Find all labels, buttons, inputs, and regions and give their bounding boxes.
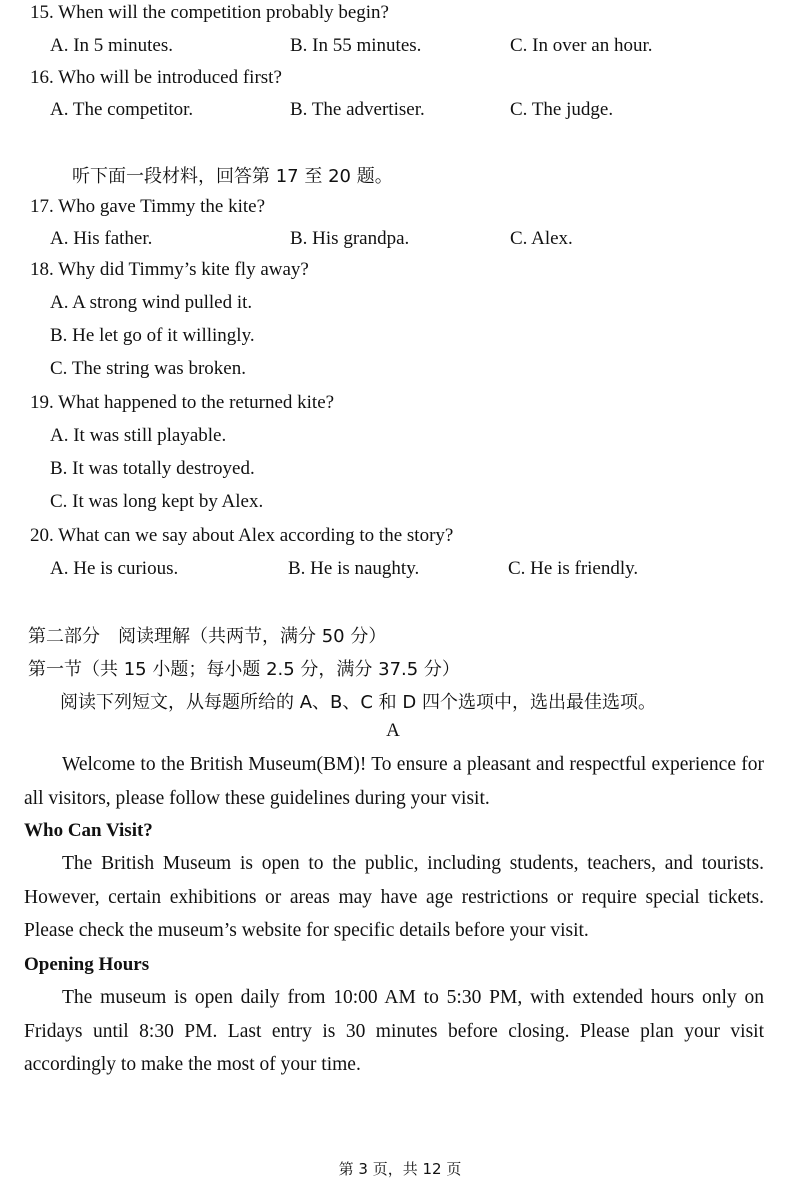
question-20-option-b: B. He is naughty. — [288, 558, 420, 579]
passage-letter: A — [386, 720, 400, 741]
question-17-option-b: B. His grandpa. — [290, 228, 410, 249]
listening-instruction: 听下面一段材料，回答第 17 至 20 题。 — [72, 166, 393, 187]
question-15-option-a: A. In 5 minutes. — [50, 35, 173, 56]
paragraph-opening-hours: The museum is open daily from 10:00 AM to 5:30 PM, with extended hours only on Fridays until 8:30 PM. Last entry is 30 minutes before closing. Please plan your visit accordingly to make the most of your time. — [24, 987, 764, 1075]
question-19-option-c: C. It was long kept by Alex. — [50, 491, 264, 512]
question-15-option-b: B. In 55 minutes. — [290, 35, 422, 56]
question-16-stem: 16. Who will be introduced first? — [30, 67, 282, 88]
page-number: 第 3 页，共 12 页 — [338, 1160, 462, 1178]
heading-who-can-visit: Who Can Visit? — [24, 820, 153, 841]
question-20-option-c: C. He is friendly. — [508, 558, 639, 579]
question-20-option-a: A. He is curious. — [50, 558, 179, 579]
passage-intro: Welcome to the British Museum(BM)! To ensure a pleasant and respectful experience for all visitors, please follow these guidelines during your visit. — [24, 754, 764, 809]
section-2-subtitle: 第一节（共 15 小题；每小题 2.5 分，满分 37.5 分） — [28, 659, 460, 680]
section-2-instruction: 阅读下列短文，从每题所给的 A、B、C 和 D 四个选项中，选出最佳选项。 — [60, 692, 656, 713]
question-16-option-a: A. The competitor. — [50, 99, 194, 120]
question-18-option-b: B. He let go of it willingly. — [50, 325, 255, 346]
question-19-option-a: A. It was still playable. — [50, 425, 227, 446]
question-17-option-a: A. His father. — [50, 228, 153, 249]
question-17-stem: 17. Who gave Timmy the kite? — [30, 196, 266, 217]
question-18-option-c: C. The string was broken. — [50, 358, 246, 379]
question-19-stem: 19. What happened to the returned kite? — [30, 392, 335, 413]
question-15-option-c: C. In over an hour. — [510, 35, 653, 56]
question-17-option-c: C. Alex. — [510, 228, 573, 249]
question-19-option-b: B. It was totally destroyed. — [50, 458, 255, 479]
question-18-stem: 18. Why did Timmy’s kite fly away? — [30, 259, 309, 280]
question-16-option-c: C. The judge. — [510, 99, 614, 120]
section-2-title: 第二部分 阅读理解（共两节，满分 50 分） — [28, 626, 387, 647]
question-18-option-a: A. A strong wind pulled it. — [50, 292, 253, 313]
question-15-stem: 15. When will the competition probably begin? — [30, 2, 389, 23]
heading-opening-hours: Opening Hours — [24, 954, 150, 975]
paragraph-who-can-visit: The British Museum is open to the public, including students, teachers, and tourists. However, certain exhibitions or areas may have age restrictions or require special tickets. Please check the museum’s website for specific details before your visit. — [24, 853, 764, 941]
question-16-option-b: B. The advertiser. — [290, 99, 425, 120]
question-20-stem: 20. What can we say about Alex according to the story? — [30, 525, 454, 546]
